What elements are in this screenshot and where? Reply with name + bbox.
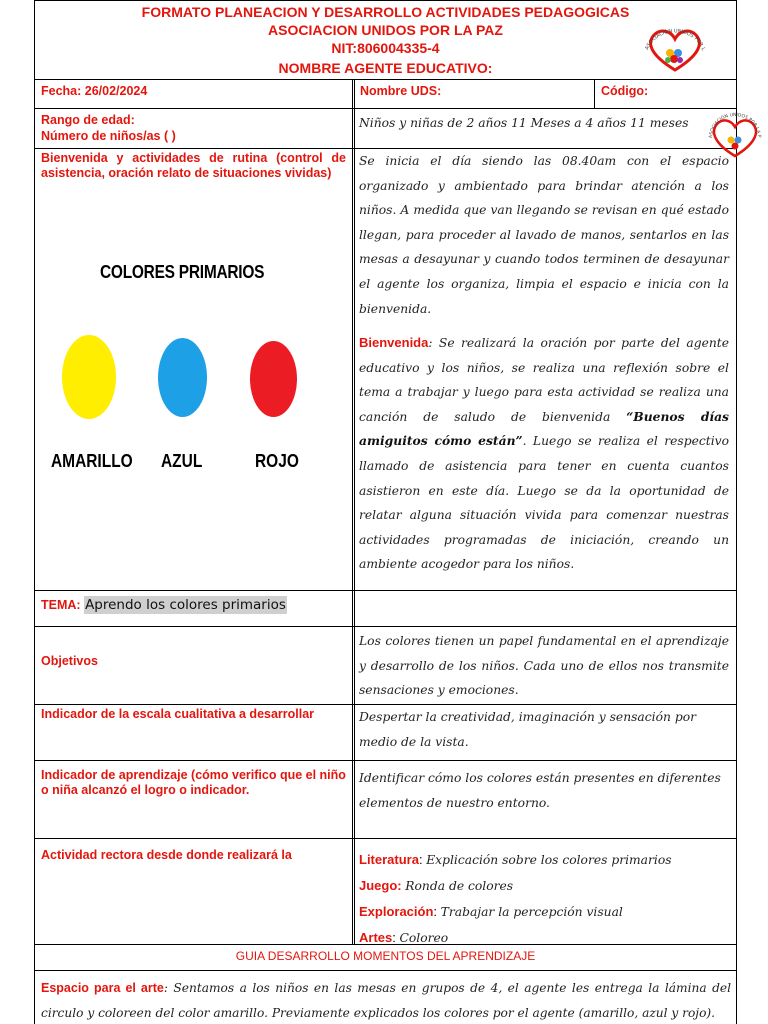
table-border bbox=[34, 79, 737, 80]
tema-label: TEMA: bbox=[41, 598, 81, 612]
list-item: Juego: Ronda de colores bbox=[359, 878, 514, 893]
table-border bbox=[34, 838, 737, 839]
fecha-label: Fecha: 26/02/2024 bbox=[41, 84, 148, 98]
indicador-aprendizaje-label: Indicador de aprendizaje (cómo verifico que el niño o niña alcanzó el logro o indicador. bbox=[41, 768, 346, 797]
rango-edad-label: Rango de edad: bbox=[41, 113, 135, 127]
objetivos-label: Objetivos bbox=[41, 654, 98, 668]
table-border bbox=[34, 970, 737, 971]
bienvenida-key: Bienvenida bbox=[359, 335, 429, 350]
yellow-oval bbox=[62, 335, 116, 419]
table-border bbox=[594, 79, 595, 108]
actividad-rectora-list bbox=[359, 847, 729, 951]
table-border bbox=[34, 626, 737, 627]
uds-label: Nombre UDS: bbox=[360, 84, 442, 98]
indicador-escala-value: Despertar la creatividad, imaginación y sensación por medio de la vista. bbox=[359, 710, 696, 749]
bienvenida-paragraph: Bienvenida: Se realizará la oración por parte del agente educativo y los niños, se realiza una reflexión sobre el tema a trabajar y luego para esta actividad se realiza una canción de saludo de bienvenida “Buenos días amiguitos cómo están”. Luego se realiza el respectivo llamado de asistencia para tener en cuenta cuantos asistieron en este día. Luego se da la oportunidad de relatar alguna situación vivida para comenzar nuestras actividades programadas de iniciación, creando un ambiente acogedor para los niños. bbox=[359, 335, 729, 572]
indicador-aprendizaje-value: Identificar cómo los colores están presentes en diferentes elementos de nuestro entorno. bbox=[359, 771, 721, 810]
bienvenida-label: Bienvenida y actividades de rutina (control de asistencia, oración relato de situaciones vividas) bbox=[41, 151, 346, 180]
form-title: FORMATO PLANEACION Y DESARROLLO ACTIVIDADES PEDAGOGICAS bbox=[141, 4, 630, 20]
tema-row bbox=[41, 596, 287, 614]
color-label-amarillo: AMARILLO bbox=[51, 451, 133, 471]
espacio-arte-paragraph: Espacio para el arte: Sentamos a los niños en las mesas en grupos de 4, el agente les entrega la lámina del circulo y coloreen del color amarillo. Previamente explicados los colores por el agente (amarillo, azul y rojo). bbox=[41, 981, 731, 1020]
nit: NIT:806004335-4 bbox=[331, 40, 440, 56]
table-border bbox=[34, 0, 737, 1]
table-border bbox=[354, 79, 355, 944]
table-border bbox=[352, 79, 353, 944]
rango-edad-value: Niños y niñas de 2 años 11 Meses a 4 años 11 meses bbox=[359, 116, 689, 130]
list-item: Literatura: Explicación sobre los colores primarios bbox=[359, 852, 672, 867]
codigo-label: Código: bbox=[601, 84, 649, 98]
rutina-paragraph: Se inicia el día siendo las 08.40am con el espacio organizado y ambientado para brindar atención a los niños. A medida que van llegando se revisan en qué estado llegan, para proceder al lavado de manos, sentarlos en las mesas a desayunar y cuando todos terminen de desayunar el agente los organiza, limpia el espacio e inicia con la bienvenida. bbox=[359, 154, 729, 316]
agent-name-label: NOMBRE AGENTE EDUCATIVO: bbox=[278, 60, 493, 76]
colors-image-title: COLORES PRIMARIOS bbox=[100, 262, 265, 282]
red-oval bbox=[250, 341, 297, 417]
table-border bbox=[34, 108, 737, 109]
list-item: Artes: Coloreo bbox=[359, 930, 449, 945]
actividad-rectora-label: Actividad rectora desde donde realizará la bbox=[41, 848, 292, 862]
color-label-azul: AZUL bbox=[161, 451, 203, 471]
svg-text:ASOCIACIÓN UNIDOS POR LA PAZ: ASOCIACIÓN UNIDOS POR L bbox=[644, 28, 707, 52]
organization-name: ASOCIACION UNIDOS POR LA PAZ bbox=[268, 22, 503, 38]
tema-value: Aprendo los colores primarios bbox=[85, 597, 286, 613]
espacio-arte-key: Espacio para el arte bbox=[41, 981, 164, 995]
guia-title: GUIA DESARROLLO MOMENTOS DEL APRENDIZAJE bbox=[235, 949, 536, 963]
list-item: Exploración: Trabajar la percepción visual bbox=[359, 904, 623, 919]
svg-text:ASOCIACIÓN UNIDOS POR LA PAZ: ASOCIACIÓN UNIDOS POR LA P bbox=[708, 112, 762, 139]
numero-ninos-label: Número de niños/as ( ) bbox=[41, 129, 176, 143]
indicador-escala-label: Indicador de la escala cualitativa a desarrollar bbox=[41, 707, 315, 721]
blue-oval bbox=[158, 338, 207, 417]
organization-logo bbox=[640, 22, 710, 74]
table-border bbox=[34, 590, 737, 591]
table-border bbox=[34, 760, 737, 761]
song-title: “Buenos días amiguitos cómo están” bbox=[359, 408, 729, 449]
objetivos-value: Los colores tienen un papel fundamental en el aprendizaje y desarrollo de los niños. Cada uno de ellos nos transmite sensaciones y emociones. bbox=[359, 634, 729, 698]
color-label-rojo: ROJO bbox=[255, 451, 299, 471]
